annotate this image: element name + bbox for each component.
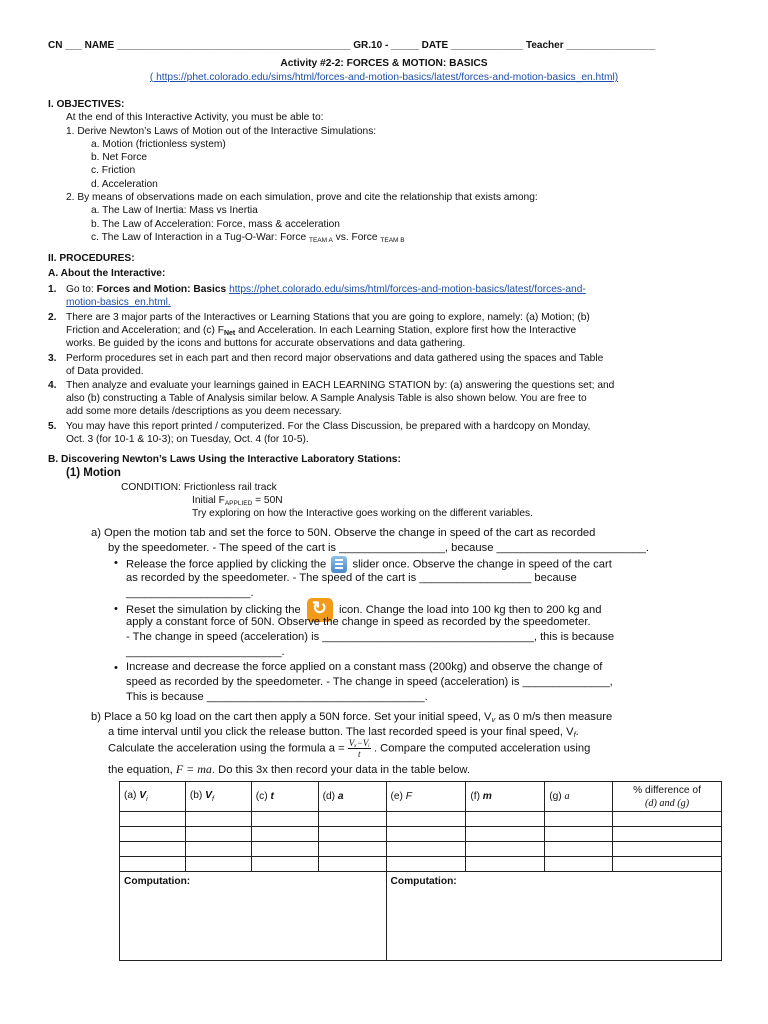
proc-1-link[interactable]: https://phet.colorado.edu/sims/html/forces-and-motion-basics/latest/forces-and- <box>229 284 586 295</box>
table-header-row <box>120 782 722 812</box>
team-b-sub: TEAM B <box>380 237 405 244</box>
team-a-sub: TEAM A <box>309 237 333 244</box>
col-vf: (b) $V_f$ <box>185 782 251 812</box>
col-t: (c) t <box>251 782 318 812</box>
table-row <box>120 827 722 842</box>
objective-2c <box>91 232 405 244</box>
part-b-line4a: the equation, <box>108 764 176 776</box>
formula-denominator: t <box>358 749 361 759</box>
table-row <box>120 857 722 872</box>
proc-5-line1: You may have this report printed / computerized. For the Class Discussion, be prepared with a hardcopy on Monday, <box>66 421 591 432</box>
objective-2c-text: c. The Law of Interaction in a Tug-O-War: Force <box>91 232 307 243</box>
activity-title: Activity #2-2: FORCES & MOTION: BASICS <box>280 58 488 69</box>
proc-1-text: Go to: <box>66 284 97 295</box>
bullet-1: • <box>114 557 118 569</box>
proc-4-line1: Then analyze and evaluate your learnings gained in EACH LEARNING STATION by: (a) answering the questions set; and <box>66 380 615 391</box>
objective-1c: c. Friction <box>91 165 136 176</box>
header-line: CN ___ NAME __________________________________________ GR.10 - _____ DATE _____________ Teacher ________________ <box>48 40 656 51</box>
activity-url-link[interactable]: ( https://phet.colorado.edu/sims/html/forces-and-motion-basics/latest/forces-and-motion-basics_en.html) <box>149 72 619 83</box>
part-b-line4 <box>108 762 470 777</box>
objective-2: 2. By means of observations made on each simulation, prove and cite the relationship that exists among: <box>66 192 538 203</box>
computation-right-label: Computation: <box>390 876 457 887</box>
part-b-line2b: . <box>575 726 579 738</box>
bullet-1-line1a: Release the force applied by clicking the <box>126 558 327 571</box>
slider-icon <box>331 556 347 573</box>
computation-row <box>120 872 722 961</box>
bullet-2-line1a: Reset the simulation by clicking the <box>126 603 301 616</box>
proc-5-line2: Oct. 3 (for 10-1 & 10-3); on Tuesday, Oct. 4 (for 10-5). <box>66 434 309 445</box>
objective-2c-vs: vs. Force <box>332 232 381 243</box>
part-b-line2a: a time interval until you click the release button. The last recorded speed is your final speed, V <box>108 726 574 738</box>
part-b-line1a: b) Place a 50 kg load on the cart then apply a 50N force. Set your initial speed, V <box>91 711 492 723</box>
proc-4-num: 4. <box>48 380 57 391</box>
initial-force-b: = 50N <box>252 495 283 506</box>
equation-fma: F = ma <box>175 762 212 776</box>
part-a-line1: a) Open the motion tab and set the force to 50N. Observe the change in speed of the cart as recorded <box>91 527 596 539</box>
vv-sub: v <box>491 715 496 724</box>
percent-diff-line2: (d) and (g) <box>644 797 690 809</box>
initial-force <box>192 495 283 507</box>
objective-1a: a. Motion (frictionless system) <box>91 139 226 150</box>
bullet-2-line3: - The change in speed (acceleration) is __________________________________, this is because <box>126 631 615 643</box>
proc-3-num: 3. <box>48 353 57 364</box>
bullet-1-line1 <box>126 556 612 573</box>
procedures-heading: II. PROCEDURES: <box>48 253 135 264</box>
proc-1-line2[interactable] <box>66 297 171 308</box>
proc-2-line2a: Friction and Acceleration; and (c) F <box>66 325 224 336</box>
bullet-2-line4: _________________________. <box>126 646 285 658</box>
bullet-1-line1b: slider once. Observe the change in speed of the cart <box>352 558 612 571</box>
col-f: (e) F <box>386 782 466 812</box>
bullet-2-line1b: icon. Change the load into 100 kg then to 200 kg and <box>338 603 602 616</box>
col-a-computed: (g) a <box>545 782 613 812</box>
bullet-3-line1: Increase and decrease the force applied on a constant mass (200kg) and observe the change of <box>126 661 603 673</box>
proc-1-line1 <box>66 284 586 295</box>
bullet-1-line2: as recorded by the speedometer. - The speed of the cart is __________________ because <box>126 572 577 584</box>
proc-1-bold: Forces and Motion: Basics <box>96 284 227 295</box>
proc-1-link-cont[interactable]: motion-basics_en.html. <box>66 297 171 308</box>
bullet-2-line2: apply a constant force of 50N. Observe the change in speed as recorded by the speedometer. <box>126 616 591 628</box>
part-b-line3b: . Compare the computed acceleration using <box>373 742 591 755</box>
part-b-line3a: Calculate the acceleration using the formula a = <box>108 742 345 755</box>
objective-2b: b. The Law of Acceleration: Force, mass & acceleration <box>91 219 340 230</box>
part-b-line1 <box>91 711 612 724</box>
proc-3-line1: Perform procedures set in each part and then record major observations and data gathered using the spaces and Table <box>66 353 604 364</box>
part-b-line4b: . Do this 3x then record your data in the table below. <box>211 764 470 776</box>
data-table <box>119 781 722 961</box>
objective-1d: d. Acceleration <box>91 179 158 190</box>
proc-5-num: 5. <box>48 421 57 432</box>
computation-left-label: Computation: <box>124 876 191 887</box>
formula-numerator: Vₓ−Vᵢ <box>348 738 370 748</box>
activity-url[interactable] <box>0 72 768 83</box>
proc-2-num: 2. <box>48 312 57 323</box>
try-exploring: Try exploring on how the Interactive goes working on the different variables. <box>192 508 533 519</box>
bullet-3-line2: speed as recorded by the speedometer. - The change in speed (acceleration) is ______________, <box>126 676 613 688</box>
part-a-line2: by the speedometer. - The speed of the cart is _________________, because ________________________. <box>108 542 649 554</box>
proc-2-line1: There are 3 major parts of the Interactives or Learning Stations that you are going to explore, namely: (a) Motion; (b) <box>66 312 590 323</box>
bullet-3: • <box>114 662 118 674</box>
bullet-1-line3: ____________________. <box>126 587 254 599</box>
proc-3-line2: of Data provided. <box>66 366 144 377</box>
objective-1: 1. Derive Newton’s Laws of Motion out of the Interactive Simulations: <box>66 126 377 137</box>
proc-2-line2 <box>66 325 576 337</box>
proc-4-line2: also (b) constructing a Table of Analysis similar below. A Sample Analysis Table is also shown below. You are free to <box>66 393 587 404</box>
proc-4-line3: add some more details /descriptions as you deem necessary. <box>66 406 342 417</box>
part-b-line3 <box>108 738 590 759</box>
fnet-sub: Net <box>223 330 236 337</box>
col-percent-diff <box>613 782 722 812</box>
percent-diff-line1: % difference of <box>633 784 701 796</box>
condition-line: CONDITION: Frictionless rail track <box>121 482 277 493</box>
initial-force-a: Initial F <box>192 495 225 506</box>
objective-1b: b. Net Force <box>91 152 148 163</box>
table-row <box>120 812 722 827</box>
vf-sub: f <box>573 730 576 739</box>
proc-2-line3: works. Be guided by the icons and buttons for accurate observations and data gathering. <box>66 338 466 349</box>
applied-sub: APPLIED <box>224 500 253 507</box>
proc-1-num: 1. <box>48 284 57 295</box>
objectives-intro: At the end of this Interactive Activity, you must be able to: <box>66 112 324 123</box>
objectives-heading: I. OBJECTIVES: <box>48 99 125 110</box>
part-b-line1b: as 0 m/s then measure <box>495 711 613 723</box>
bullet-2: • <box>114 603 118 615</box>
bullet-3-line3: This is because ___________________________________. <box>126 691 428 703</box>
acceleration-formula <box>348 738 371 759</box>
procedures-sub-a: A. About the Interactive: <box>48 268 166 279</box>
computation-left[interactable] <box>120 872 387 961</box>
objective-2a: a. The Law of Inertia: Mass vs Inertia <box>91 205 258 216</box>
col-m: (f) m <box>466 782 545 812</box>
col-a: (d) a <box>318 782 386 812</box>
computation-right[interactable] <box>386 872 722 961</box>
motion-heading: (1) Motion <box>66 467 121 479</box>
procedures-sub-b: B. Discovering Newton’s Laws Using the Interactive Laboratory Stations: <box>48 454 401 465</box>
proc-2-line2b: and Acceleration. In each Learning Station, explore first how the Interactive <box>235 325 577 336</box>
table-row <box>120 842 722 857</box>
col-vi: (a) $V_i$ <box>120 782 186 812</box>
